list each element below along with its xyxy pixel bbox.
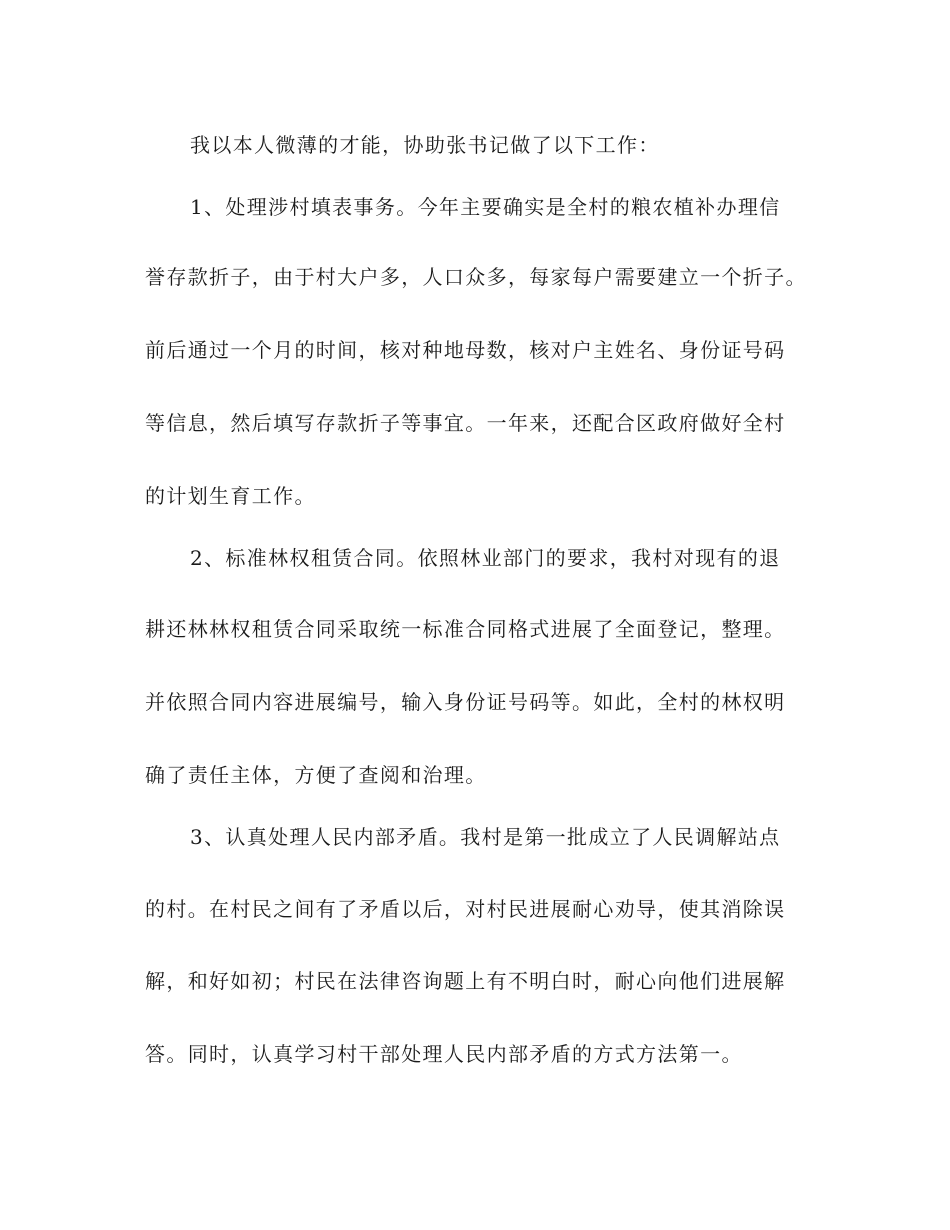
text-line: 解，和好如初；村民在法律咨询题上有不明白时，耐心向他们进展解 [145,969,786,993]
text-line: 确了责任主体，方便了查阅和治理。 [145,763,487,787]
text-line: 的计划生育工作。 [145,484,316,508]
text-line: 我以本人微薄的才能，协助张书记做了以下工作： [190,133,660,157]
text-line: 1、处理涉村填表事务。今年主要确实是全村的粮农植补办理信 [190,195,781,219]
text-line: 答。同时，认真学习村干部处理人民内部矛盾的方式方法第一。 [145,1042,743,1066]
text-line: 并依照合同内容进展编号，输入身份证号码等。如此，全村的林权明 [145,690,786,714]
text-line: 耕还林林权租赁合同采取统一标准合同格式进展了全面登记，整理。 [145,617,786,641]
text-line: 2、标准林权租赁合同。依照林业部门的要求，我村对现有的退 [190,546,781,570]
text-line: 誉存款折子，由于村大户多，人口众多，每家每户需要建立一个折子。 [145,265,807,289]
text-line: 等信息，然后填写存款折子等事宜。一年来，还配合区政府做好全村 [145,411,786,435]
text-line: 前后通过一个月的时间，核对种地母数，核对户主姓名、身份证号码 [145,338,786,362]
text-line: 3、认真处理人民内部矛盾。我村是第一批成立了人民调解站点 [190,825,781,849]
text-line: 的村。在村民之间有了矛盾以后，对村民进展耐心劝导，使其消除误 [145,897,786,921]
